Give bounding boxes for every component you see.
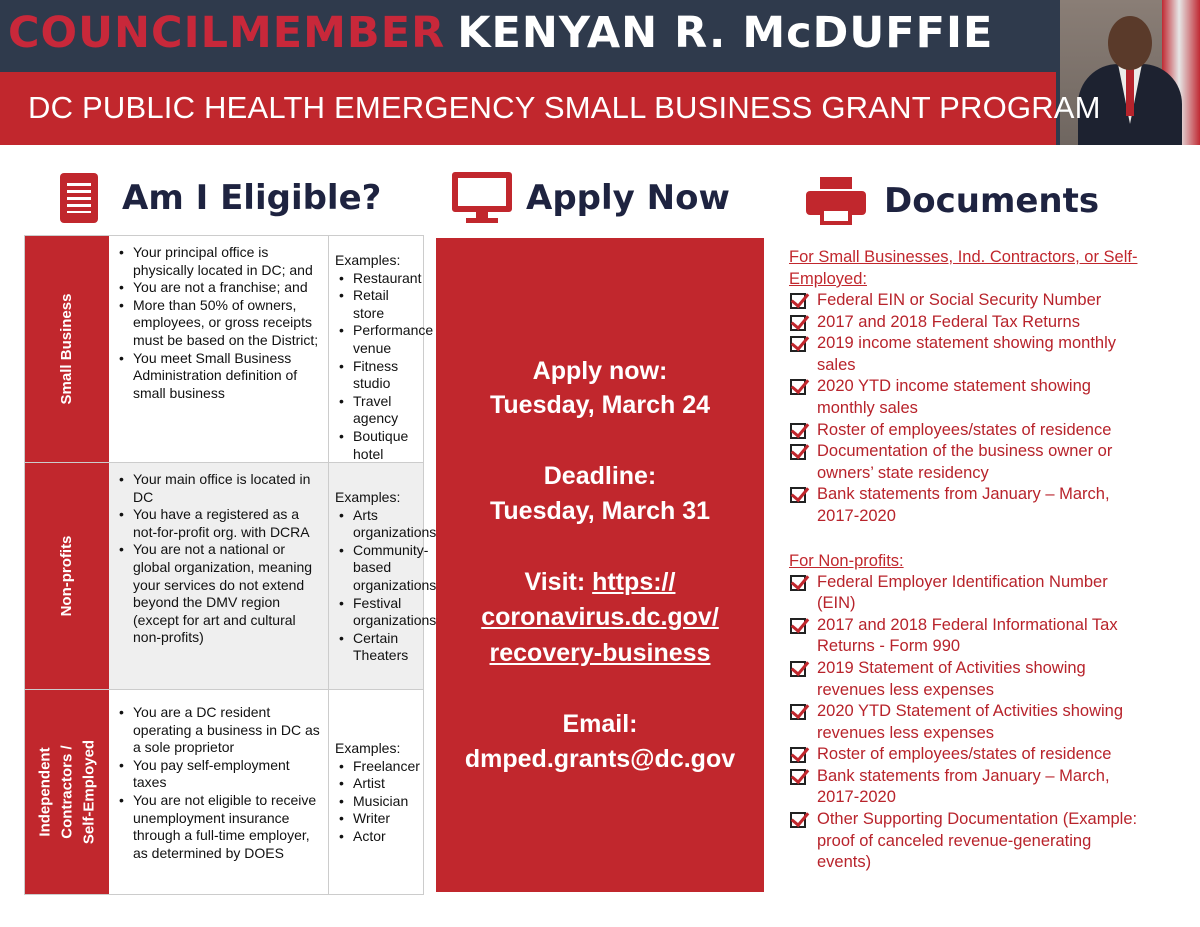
checkbox-icon (790, 747, 806, 763)
document-item: Federal Employer Identification Number (EIN) (789, 572, 1189, 615)
email-address[interactable]: dmped.grants@dc.gov (464, 745, 736, 773)
criteria-item: • You are a DC resident operating a business in DC as a sole proprietor (115, 704, 324, 757)
checkbox-icon (790, 575, 806, 591)
document-item: Federal EIN or Social Security Number (789, 290, 1189, 312)
criteria-item: • You pay self-employment taxes (115, 757, 324, 792)
checkbox-icon (790, 444, 806, 460)
small-business-docs-heading: For Small Businesses, Ind. Contractors, or Self- Employed: (789, 248, 1138, 288)
category-tab: Small Business (25, 236, 109, 462)
example-item: • Restaurant (335, 270, 423, 288)
checkbox-icon (790, 704, 806, 720)
example-item: • Community-based organizations (335, 542, 423, 595)
criteria-item: • You have a registered as a not-for-profit org. with DCRA (115, 506, 324, 541)
checkbox-icon (790, 423, 806, 439)
non-profit-docs-heading: For Non-profits: (789, 551, 904, 570)
criteria-list (109, 236, 329, 462)
checkbox-icon (790, 336, 806, 352)
eligible-heading: Am I Eligible? (60, 170, 381, 226)
checkbox-icon (790, 618, 806, 634)
example-item: • Actor (335, 828, 423, 846)
document-item: Roster of employees/states of residence (789, 420, 1189, 442)
example-item: • Artist (335, 775, 423, 793)
program-subtitle: DC PUBLIC HEALTH EMERGENCY SMALL BUSINESS GRANT PROGRAM (28, 90, 1101, 125)
eligibility-row-non-profits (25, 462, 437, 689)
criteria-list (109, 690, 329, 894)
list-icon (60, 173, 98, 223)
page-title (8, 8, 993, 68)
deadline-label: Deadline: (543, 462, 657, 490)
example-item: • Festival organizations (335, 595, 423, 630)
criteria-item: • You are not a franchise; and (115, 279, 324, 297)
eligibility-row-independent-contractors (25, 689, 423, 894)
apply-heading: Apply Now (452, 170, 730, 226)
example-item: • Freelancer (335, 758, 423, 776)
example-item: • Arts organizations (335, 507, 423, 542)
example-item: • Writer (335, 810, 423, 828)
document-item: 2017 and 2018 Federal Informational Tax Returns - Form 990 (789, 615, 1189, 658)
apply-now-box (436, 238, 764, 892)
checkbox-icon (790, 812, 806, 828)
checkbox-icon (790, 315, 806, 331)
checkbox-icon (790, 487, 806, 503)
example-item: • Performance venue (335, 322, 423, 357)
category-tab: Independent Contractors / Self-Employed (25, 690, 109, 894)
apply-open-label: Apply now: (532, 357, 668, 385)
checkbox-icon (790, 661, 806, 677)
documents-list (789, 246, 1189, 874)
example-item: • Musician (335, 793, 423, 811)
title-councilmember: COUNCILMEMBER (8, 8, 446, 58)
examples-list: Examples: • Freelancer • Artist • Musician • Writer • Actor (329, 690, 423, 894)
examples-list: Examples: • Arts organizations • Community-based organizations • Festival organizations • Certain Theaters (329, 463, 423, 689)
checkbox-icon (790, 379, 806, 395)
criteria-item: • Your main office is located in DC (115, 471, 324, 506)
document-item: 2019 Statement of Activities showing revenues less expenses (789, 658, 1189, 701)
document-item: Bank statements from January – March, 2017-2020 (789, 484, 1189, 527)
criteria-item: • You meet Small Business Administration definition of small business (115, 350, 324, 403)
checkbox-icon (790, 769, 806, 785)
printer-icon (806, 177, 866, 225)
example-item: • Fitness studio (335, 358, 423, 393)
eligibility-table (24, 235, 437, 895)
apply-open-date: Tuesday, March 24 (490, 391, 710, 419)
application-link[interactable]: coronavirus.dc.gov/ (481, 603, 719, 631)
document-item: 2020 YTD Statement of Activities showing revenues less expenses (789, 701, 1189, 744)
criteria-item: • More than 50% of owners, employees, or gross receipts must be based on the District; (115, 297, 324, 350)
document-item: 2020 YTD income statement showing monthly sales (789, 376, 1189, 419)
example-item: • Travel agency (335, 393, 423, 428)
document-item: 2019 income statement showing monthly sales (789, 333, 1189, 376)
deadline-date: Tuesday, March 31 (490, 497, 710, 525)
visit-line: Visit: https:// (524, 568, 676, 596)
documents-heading: Documents (806, 173, 1099, 229)
criteria-list (109, 463, 329, 689)
document-item: Other Supporting Documentation (Example: proof of canceled revenue-generating events) (789, 809, 1189, 874)
criteria-item: • Your principal office is physically located in DC; and (115, 244, 324, 279)
document-item: 2017 and 2018 Federal Tax Returns (789, 312, 1189, 334)
criteria-item: • You are not eligible to receive unemployment insurance through a full-time employer, as determined by DOES (115, 792, 324, 862)
example-item: • Certain Theaters (335, 630, 423, 665)
document-item: Roster of employees/states of residence (789, 744, 1189, 766)
example-item: • Boutique hotel (335, 428, 423, 463)
criteria-item: • You are not a national or global organization, meaning your services do not extend beyond the DMV region (except for art and cultural non-profits) (115, 541, 324, 647)
application-link[interactable]: https:// (592, 568, 676, 596)
monitor-icon (452, 172, 512, 224)
examples-list: Examples: • Restaurant • Retail store • Performance venue • Fitness studio • Travel agency • Boutique hotel (329, 236, 423, 462)
example-item: • Retail store (335, 287, 423, 322)
document-item: Documentation of the business owner or owners’ state residency (789, 441, 1189, 484)
document-item: Bank statements from January – March, 2017-2020 (789, 766, 1189, 809)
title-name: KENYAN R. McDUFFIE (457, 8, 994, 58)
eligibility-row-small-business (25, 236, 434, 462)
application-link[interactable]: recovery-business (489, 639, 711, 667)
checkbox-icon (790, 293, 806, 309)
email-label: Email: (562, 710, 638, 738)
category-tab: Non-profits (25, 463, 109, 689)
